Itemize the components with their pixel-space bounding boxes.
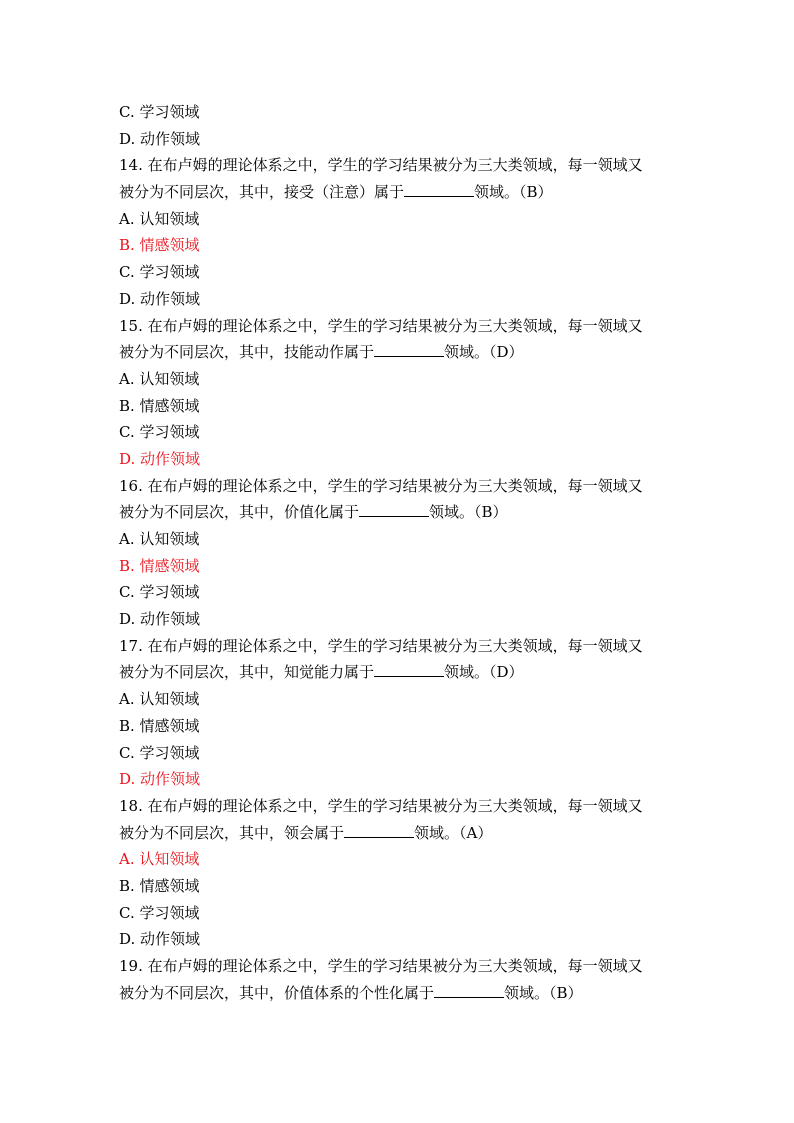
- answer-option-correct: B. 情感领域: [119, 236, 200, 255]
- answer-option: C. 学习领域: [119, 743, 200, 762]
- question-stem-line-2: [119, 499, 699, 526]
- option-list: [119, 206, 699, 313]
- question-stem-prefix: 被分为不同层次，其中，知觉能力属于: [119, 663, 375, 682]
- question-stem-suffix: 领域。（B）: [504, 983, 583, 1002]
- fill-in-blank: [404, 181, 474, 197]
- question-stem-line-1: 17. 在布卢姆的理论体系之中，学生的学习结果被分为三大类领域，每一领域又: [119, 636, 643, 655]
- question-stem-line-1: 18. 在布卢姆的理论体系之中，学生的学习结果被分为三大类领域，每一领域又: [119, 796, 643, 815]
- document-page: [119, 99, 699, 1006]
- answer-option: B. 情感领域: [119, 396, 200, 415]
- fill-in-blank: [374, 341, 444, 357]
- question-stem-suffix: 领域。（D）: [444, 663, 524, 682]
- fill-in-blank: [434, 982, 504, 998]
- answer-option-correct: B. 情感领域: [119, 556, 200, 575]
- answer-option: D. 动作领域: [119, 129, 201, 148]
- question-list: [119, 152, 699, 1006]
- fill-in-blank: [374, 661, 444, 677]
- answer-option: C. 学习领域: [119, 583, 200, 602]
- answer-option-correct: D. 动作领域: [119, 449, 201, 468]
- answer-option: B. 情感领域: [119, 876, 200, 895]
- question-item: [119, 633, 699, 793]
- question-item: [119, 313, 699, 473]
- question-item: [119, 793, 699, 953]
- question-stem-prefix: 被分为不同层次，其中，技能动作属于: [119, 343, 375, 362]
- option-list: [119, 366, 699, 473]
- question-stem-line-1: 15. 在布卢姆的理论体系之中，学生的学习结果被分为三大类领域，每一领域又: [119, 316, 643, 335]
- question-stem-prefix: 被分为不同层次，其中，接受（注意）属于: [119, 183, 405, 202]
- question-stem-line-2: [119, 820, 699, 847]
- answer-option: D. 动作领域: [119, 930, 201, 949]
- question-stem-suffix: 领域。（B）: [474, 183, 553, 202]
- question-stem-line-2: [119, 179, 699, 206]
- answer-option: A. 认知领域: [119, 690, 200, 709]
- answer-option-correct: A. 认知领域: [119, 850, 200, 869]
- question-stem-prefix: 被分为不同层次，其中，领会属于: [119, 823, 345, 842]
- question-13-tail: [119, 99, 699, 152]
- question-stem-line-2: [119, 980, 699, 1007]
- answer-option: C. 学习领域: [119, 103, 200, 121]
- question-stem-line-2: [119, 339, 699, 366]
- question-stem-line-1: 16. 在布卢姆的理论体系之中，学生的学习结果被分为三大类领域，每一领域又: [119, 476, 643, 495]
- question-stem-suffix: 领域。（D）: [444, 343, 524, 362]
- answer-option: C. 学习领域: [119, 423, 200, 442]
- question-stem-line-1: 19. 在布卢姆的理论体系之中，学生的学习结果被分为三大类领域，每一领域又: [119, 957, 643, 975]
- question-stem-prefix: 被分为不同层次，其中，价值化属于: [119, 503, 360, 522]
- answer-option: B. 情感领域: [119, 716, 200, 735]
- question-stem-line-1: 14. 在布卢姆的理论体系之中，学生的学习结果被分为三大类领域，每一领域又: [119, 156, 643, 175]
- option-list: [119, 526, 699, 633]
- answer-option: C. 学习领域: [119, 903, 200, 922]
- answer-option-correct: D. 动作领域: [119, 770, 201, 789]
- question-stem-prefix: 被分为不同层次，其中，价值体系的个性化属于: [119, 983, 435, 1002]
- option-list: [119, 686, 699, 793]
- answer-option: A. 认知领域: [119, 209, 200, 228]
- answer-option: A. 认知领域: [119, 530, 200, 548]
- fill-in-blank: [359, 501, 429, 517]
- answer-option: A. 认知领域: [119, 369, 200, 388]
- answer-option: D. 动作领域: [119, 610, 201, 629]
- question-item: [119, 152, 699, 312]
- answer-option: D. 动作领域: [119, 289, 201, 308]
- question-item: [119, 953, 699, 1006]
- question-item: [119, 473, 699, 633]
- option-list: [119, 846, 699, 953]
- question-stem-suffix: 领域。（A）: [414, 823, 493, 842]
- question-stem-line-2: [119, 659, 699, 686]
- answer-option: C. 学习领域: [119, 263, 200, 282]
- fill-in-blank: [344, 822, 414, 838]
- question-stem-suffix: 领域。（B）: [429, 503, 508, 522]
